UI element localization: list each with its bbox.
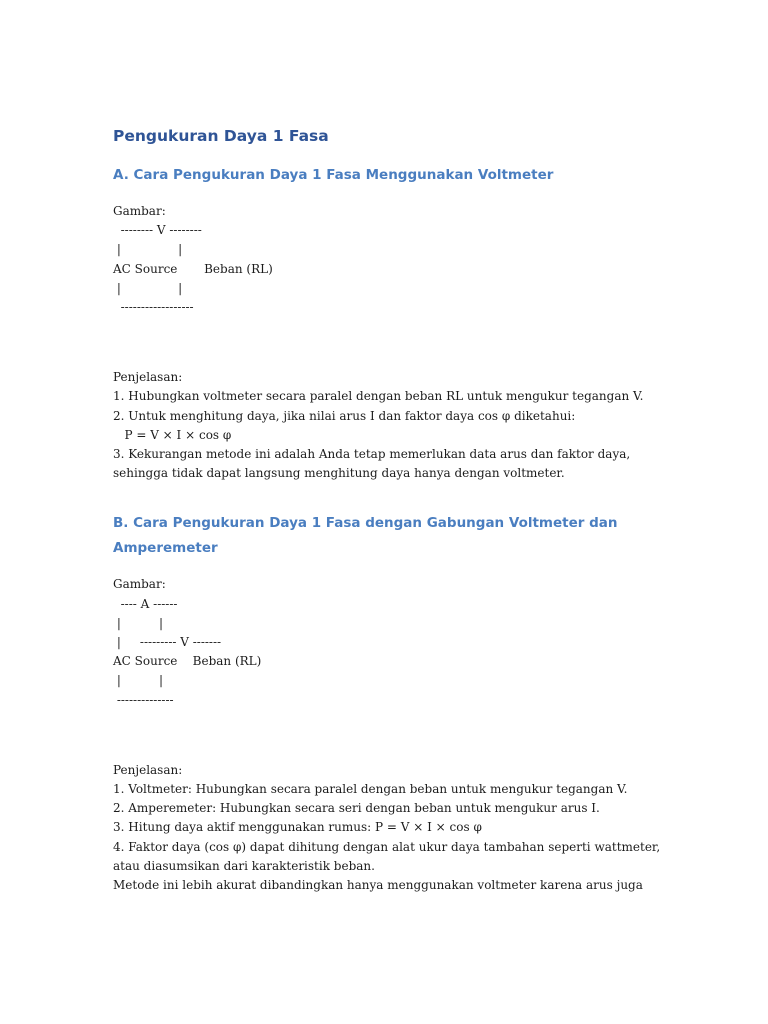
page-title: Pengukuran Daya 1 Fasa bbox=[113, 127, 329, 145]
explanation-line: 2. Amperemeter: Hubungkan secara seri dengan beban untuk mengukur arus I. bbox=[113, 801, 600, 816]
section-b-figure bbox=[113, 575, 673, 709]
figure-line: | --------- V ------- bbox=[113, 635, 222, 650]
figure-line: | | bbox=[113, 615, 164, 630]
section-a-explanation bbox=[113, 368, 673, 483]
figure-line: | | bbox=[113, 673, 164, 688]
explanation-line: P = V × I × cos φ bbox=[113, 427, 232, 442]
section-a-figure bbox=[113, 202, 673, 317]
section-b-heading-line: B. Cara Pengukuran Daya 1 Fasa dengan Gabungan Voltmeter dan bbox=[113, 515, 618, 532]
figure-line: ------------------ bbox=[113, 300, 194, 315]
explanation-line: Metode ini lebih akurat dibandingkan hanya menggunakan voltmeter karena arus juga bbox=[113, 878, 643, 893]
document-content bbox=[113, 126, 673, 895]
explanation-line: 1. Voltmeter: Hubungkan secara paralel dengan beban untuk mengukur tegangan V. bbox=[113, 782, 628, 797]
explanation-line: 1. Hubungkan voltmeter secara paralel dengan beban RL untuk mengukur tegangan V. bbox=[113, 389, 644, 404]
explanation-line: 3. Hitung daya aktif menggunakan rumus: P = V × I × cos φ bbox=[113, 820, 482, 835]
section-b-figure-label: Gambar: bbox=[113, 577, 166, 592]
figure-line: | | bbox=[113, 280, 183, 295]
figure-line: AC Source Beban (RL) bbox=[113, 654, 262, 669]
figure-line: AC Source Beban (RL) bbox=[113, 261, 273, 276]
section-a-heading: A. Cara Pengukuran Daya 1 Fasa Menggunakan Voltmeter bbox=[113, 167, 554, 183]
section-b-explanation-label: Penjelasan: bbox=[113, 762, 183, 777]
figure-line: | | bbox=[113, 242, 183, 257]
explanation-line: 4. Faktor daya (cos φ) dapat dihitung dengan alat ukur daya tambahan seperti wattmeter, bbox=[113, 839, 661, 854]
explanation-line: sehingga tidak dapat langsung menghitung daya hanya dengan voltmeter. bbox=[113, 466, 565, 481]
figure-line: ---- A ------ bbox=[113, 596, 178, 611]
section-a-explanation-label: Penjelasan: bbox=[113, 370, 183, 385]
section-b-heading-line: Amperemeter bbox=[113, 540, 218, 557]
figure-line: -------- V -------- bbox=[113, 223, 202, 238]
explanation-line: atau diasumsikan dari karakteristik beban. bbox=[113, 858, 375, 873]
section-a-figure-label: Gambar: bbox=[113, 204, 166, 218]
section-b-heading bbox=[113, 511, 673, 561]
figure-line: -------------- bbox=[113, 692, 174, 707]
explanation-line: 2. Untuk menghitung daya, jika nilai arus I dan faktor daya cos φ diketahui: bbox=[113, 408, 576, 423]
explanation-line: 3. Kekurangan metode ini adalah Anda tetap memerlukan data arus dan faktor daya, bbox=[113, 447, 631, 462]
section-b-explanation bbox=[113, 761, 673, 895]
